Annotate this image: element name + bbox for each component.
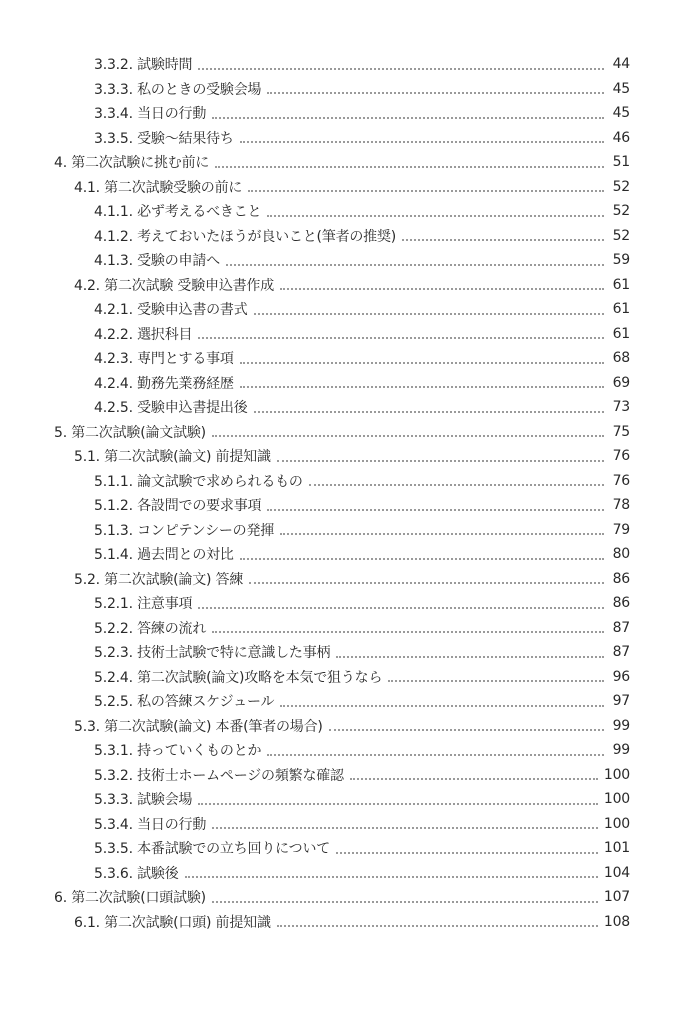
toc-entry-page-number: 45 [612,80,630,97]
dot-leader [212,116,604,119]
toc-entry-title: 4.1.2. 考えておいたほうが良いこと(筆者の推奨) [94,228,397,245]
toc-entry[interactable] [0,371,684,396]
dot-leader [198,67,604,70]
dot-leader [329,728,604,731]
toc-entry-page-number: 69 [612,374,630,391]
toc-entry[interactable] [0,689,684,714]
dot-leader [388,679,604,682]
dot-leader [402,238,604,241]
toc-entry-title: 5.2.4. 第二次試験(論文)攻略を本気で狙うなら [94,669,383,686]
toc-entry-page-number: 75 [612,423,630,440]
toc-entry-page-number: 68 [612,350,630,367]
toc-entry[interactable] [0,101,684,126]
toc-entry[interactable] [0,493,684,518]
toc-entry-page-number: 96 [612,668,630,685]
toc-entry-page-number: 100 [603,766,630,783]
toc-entry[interactable] [0,787,684,812]
toc-entry-page-number: 52 [612,203,630,220]
dot-leader [280,532,604,535]
toc-entry-title: 4.2.1. 受験申込書の書式 [94,302,248,319]
toc-entry-page-number: 61 [612,325,630,342]
toc-entry-page-number: 73 [612,399,630,416]
dot-leader [277,924,598,927]
toc-entry[interactable] [0,322,684,347]
dot-leader [198,606,604,609]
dot-leader [267,214,604,217]
toc-entry-title: 5.1.1. 論文試験で求められるもの [94,473,303,490]
toc-entry[interactable] [0,224,684,249]
dot-leader [249,581,604,584]
toc-entry-title: 5.3.2. 技術士ホームページの頻繁な確認 [94,767,344,784]
toc-entry-title: 4.2.2. 選択科目 [94,326,193,343]
table-of-contents [0,52,684,934]
dot-leader [212,826,598,829]
toc-entry-title: 4.2.5. 受験申込書提出後 [94,400,248,417]
toc-entry-page-number: 87 [612,644,630,661]
toc-entry-title: 6.1. 第二次試験(口頭) 前提知識 [74,914,271,931]
dot-leader [212,434,604,437]
dot-leader [254,312,604,315]
toc-entry-page-number: 107 [603,889,630,906]
dot-leader [185,875,598,878]
toc-entry-page-number: 44 [612,56,630,73]
toc-entry[interactable] [0,420,684,445]
dot-leader [267,91,604,94]
toc-entry-page-number: 79 [612,521,630,538]
toc-entry[interactable] [0,714,684,739]
toc-entry[interactable] [0,126,684,151]
dot-leader [309,483,604,486]
dot-leader [198,336,604,339]
toc-entry[interactable] [0,665,684,690]
dot-leader [336,655,604,658]
toc-entry-page-number: 76 [612,448,630,465]
toc-entry-page-number: 52 [612,178,630,195]
toc-entry-title: 5.3.4. 当日の行動 [94,816,207,833]
dot-leader [254,410,604,413]
toc-entry[interactable] [0,248,684,273]
toc-entry-title: 5.1.4. 過去問との対比 [94,547,234,564]
toc-entry-title: 3.3.4. 当日の行動 [94,106,207,123]
toc-entry-page-number: 52 [612,227,630,244]
toc-entry[interactable] [0,199,684,224]
toc-entry-title: 4.2. 第二次試験 受験申込書作成 [74,277,275,294]
toc-entry[interactable] [0,616,684,641]
toc-entry-title: 5.2.3. 技術士試験で特に意識した事柄 [94,645,331,662]
dot-leader [198,802,598,805]
dot-leader [240,385,604,388]
toc-entry-title: 4. 第二次試験に挑む前に [54,155,210,172]
toc-entry[interactable] [0,52,684,77]
toc-entry[interactable] [0,567,684,592]
toc-entry[interactable] [0,640,684,665]
toc-entry[interactable] [0,910,684,935]
dot-leader [240,557,604,560]
toc-entry-title: 5. 第二次試験(論文試験) [54,424,206,441]
toc-entry[interactable] [0,885,684,910]
toc-entry-page-number: 87 [612,619,630,636]
toc-entry-title: 6. 第二次試験(口頭試験) [54,890,206,907]
toc-entry-page-number: 46 [612,129,630,146]
toc-entry-page-number: 61 [612,301,630,318]
toc-entry-page-number: 51 [612,154,630,171]
toc-entry[interactable] [0,812,684,837]
toc-entry-title: 5.2.5. 私の答練スケジュール [94,694,275,711]
toc-entry[interactable] [0,518,684,543]
toc-entry-title: 5.2.2. 答練の流れ [94,620,207,637]
dot-leader [267,508,604,511]
dot-leader [336,851,598,854]
toc-entry[interactable] [0,763,684,788]
toc-entry-page-number: 100 [603,791,630,808]
dot-leader [212,900,598,903]
toc-entry-page-number: 97 [612,693,630,710]
dot-leader [350,777,598,780]
toc-entry-title: 5.3. 第二次試験(論文) 本番(筆者の場合) [74,718,323,735]
toc-entry[interactable] [0,469,684,494]
dot-leader [267,753,604,756]
toc-entry-title: 5.3.1. 持っていくものとか [94,743,262,760]
toc-entry-page-number: 100 [603,815,630,832]
toc-entry-page-number: 59 [612,252,630,269]
toc-entry[interactable] [0,861,684,886]
dot-leader [248,189,604,192]
toc-entry[interactable] [0,77,684,102]
toc-entry-page-number: 45 [612,105,630,122]
toc-entry-page-number: 76 [612,472,630,489]
dot-leader [280,287,604,290]
dot-leader [240,361,604,364]
toc-entry-page-number: 80 [612,546,630,563]
toc-entry-title: 3.3.3. 私のときの受験会場 [94,81,262,98]
dot-leader [215,165,604,168]
toc-entry-title: 4.1.1. 必ず考えるべきこと [94,204,262,221]
toc-entry-title: 5.3.3. 試験会場 [94,792,193,809]
toc-entry-page-number: 86 [612,595,630,612]
toc-entry-title: 4.1. 第二次試験受験の前に [74,179,243,196]
toc-entry[interactable] [0,273,684,298]
dot-leader [212,630,604,633]
toc-entry-title: 5.2.1. 注意事項 [94,596,193,613]
toc-entry-page-number: 104 [603,864,630,881]
toc-entry-title: 4.2.4. 勤務先業務経歴 [94,375,234,392]
toc-entry-page-number: 86 [612,570,630,587]
toc-entry[interactable] [0,175,684,200]
toc-entry-title: 5.2. 第二次試験(論文) 答練 [74,571,244,588]
dot-leader [277,459,604,462]
dot-leader [240,140,604,143]
toc-entry-page-number: 61 [612,276,630,293]
toc-entry[interactable] [0,297,684,322]
toc-entry-title: 4.1.3. 受験の申請へ [94,253,220,270]
toc-entry[interactable] [0,150,684,175]
dot-leader [226,263,604,266]
toc-entry[interactable] [0,542,684,567]
toc-entry[interactable] [0,591,684,616]
toc-entry-title: 3.3.5. 受験〜結果待ち [94,130,234,147]
toc-entry-title: 3.3.2. 試験時間 [94,57,193,74]
toc-entry[interactable] [0,444,684,469]
toc-entry[interactable] [0,395,684,420]
toc-entry-title: 5.1.3. コンピテンシーの発揮 [94,522,275,539]
toc-entry-page-number: 78 [612,497,630,514]
toc-entry-title: 5.1. 第二次試験(論文) 前提知識 [74,449,271,466]
toc-entry-page-number: 108 [603,913,630,930]
toc-entry[interactable] [0,738,684,763]
toc-entry-title: 5.1.2. 各設問での要求事項 [94,498,262,515]
toc-entry-page-number: 101 [603,840,630,857]
toc-entry[interactable] [0,836,684,861]
toc-entry-page-number: 99 [612,717,630,734]
toc-entry-title: 5.3.5. 本番試験での立ち回りについて [94,841,331,858]
toc-entry[interactable] [0,346,684,371]
toc-entry-title: 4.2.3. 専門とする事項 [94,351,234,368]
dot-leader [280,704,604,707]
toc-entry-page-number: 99 [612,742,630,759]
toc-entry-title: 5.3.6. 試験後 [94,865,179,882]
